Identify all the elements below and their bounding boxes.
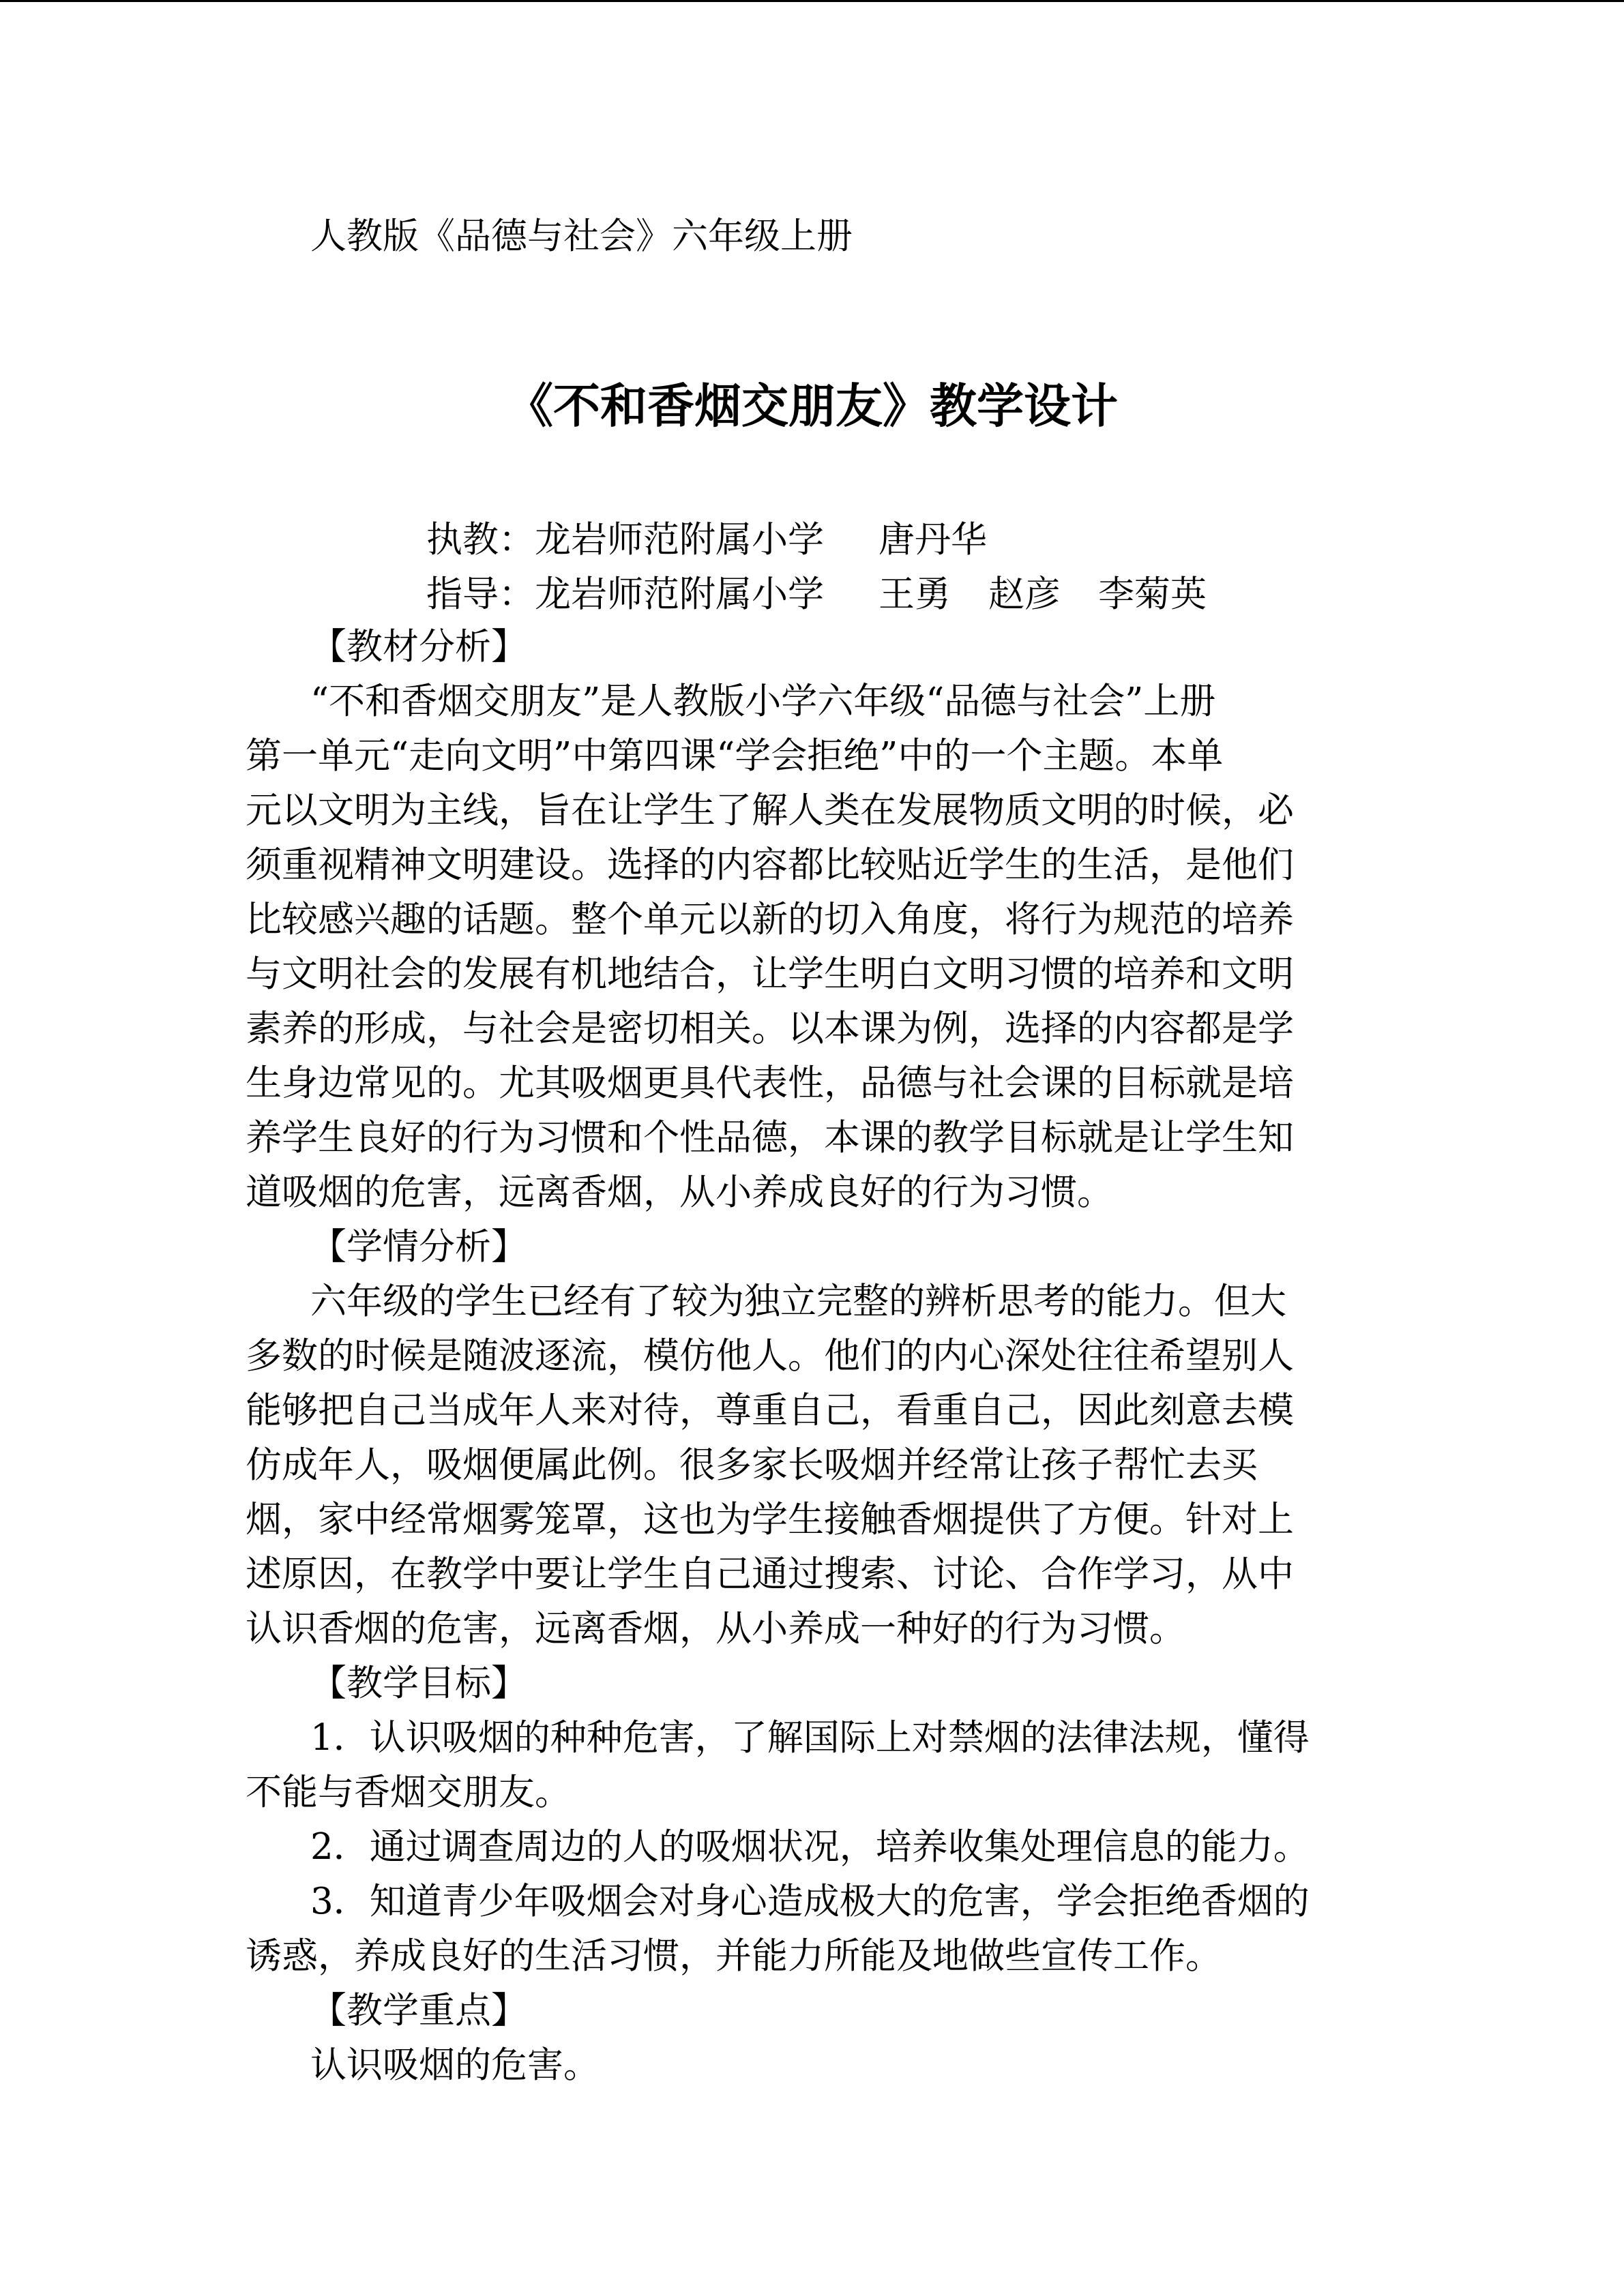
document-header: 人教版《品德与社会》六年级上册 [310,215,853,257]
guide-name: 赵彦 [988,573,1061,615]
paragraph-line: 烟，家中经常烟雾笼罩，这也为学生接触香烟提供了方便。针对上 [246,1499,1294,1540]
paragraph-line: 与文明社会的发展有机地结合，让学生明白文明习惯的培养和文明 [246,953,1294,995]
section-heading-goals: 【教学目标】 [310,1663,527,1704]
goal-item: 2．通过调查周边的人的吸烟状况，培养收集处理信息的能力。 [310,1826,1310,1868]
paragraph-line: 生身边常见的。尤其吸烟更具代表性，品德与社会课的目标就是培 [246,1062,1294,1104]
teacher-line [426,517,987,563]
paragraph-line: 元以文明为主线，旨在让学生了解人类在发展物质文明的时候，必 [246,790,1294,831]
paragraph-line: 养学生良好的行为习惯和个性品德，本课的教学目标就是让学生知 [246,1117,1294,1159]
focus-text: 认识吸烟的危害。 [310,2044,600,2086]
paragraph-line: 多数的时候是随波逐流，模仿他人。他们的内心深处往往希望别人 [246,1335,1294,1377]
goal-item: 3．知道青少年吸烟会对身心造成极大的危害，学会拒绝香烟的 [310,1881,1310,1922]
paragraph-line: 仿成年人，吸烟便属此例。很多家长吸烟并经常让孩子帮忙去买 [246,1444,1258,1486]
section-heading-students: 【学情分析】 [310,1226,527,1268]
guide-name: 王勇 [879,573,951,615]
teacher-label: 执教：龙岩师范附属小学 [426,519,824,561]
paragraph-line: 六年级的学生已经有了较为独立完整的辨析思考的能力。但大 [310,1281,1286,1322]
paragraph-line: 比较感兴趣的话题。整个单元以新的切入角度，将行为规范的培养 [246,899,1294,940]
section-heading-material: 【教材分析】 [310,626,527,668]
guide-line [426,571,1207,618]
paragraph-line: 述原因，在教学中要让学生自己通过搜索、讨论、合作学习，从中 [246,1553,1294,1595]
paragraph-line: 认识香烟的危害，远离香烟，从小养成一种好的行为习惯。 [246,1608,1185,1650]
guide-name: 李菊英 [1098,573,1207,615]
goal-item: 1．认识吸烟的种种危害，了解国际上对禁烟的法律法规，懂得 [310,1717,1310,1759]
goal-item-continued: 诱惑，养成良好的生活习惯，并能力所能及地做些宣传工作。 [246,1935,1222,1977]
guide-label: 指导：龙岩师范附属小学 [426,573,824,615]
paragraph-line: 道吸烟的危害，远离香烟，从小养成良好的行为习惯。 [246,1172,1113,1213]
section-heading-focus: 【教学重点】 [310,1990,527,2031]
paragraph-line: “不和香烟交朋友”是人教版小学六年级“品德与社会”上册 [310,681,1216,722]
page-title: 《不和香烟交朋友》教学设计 [506,379,1118,434]
paragraph-line: 能够把自己当成年人来对待，尊重自己，看重自己，因此刻意去模 [246,1390,1294,1431]
paragraph-line: 第一单元“走向文明”中第四课“学会拒绝”中的一个主题。本单 [246,735,1224,777]
teacher-name: 唐丹华 [879,519,987,561]
paragraph-line: 须重视精神文明建设。选择的内容都比较贴近学生的生活，是他们 [246,844,1294,886]
paragraph-line: 素养的形成，与社会是密切相关。以本课为例，选择的内容都是学 [246,1008,1294,1049]
goal-item-continued: 不能与香烟交朋友。 [246,1772,571,1813]
